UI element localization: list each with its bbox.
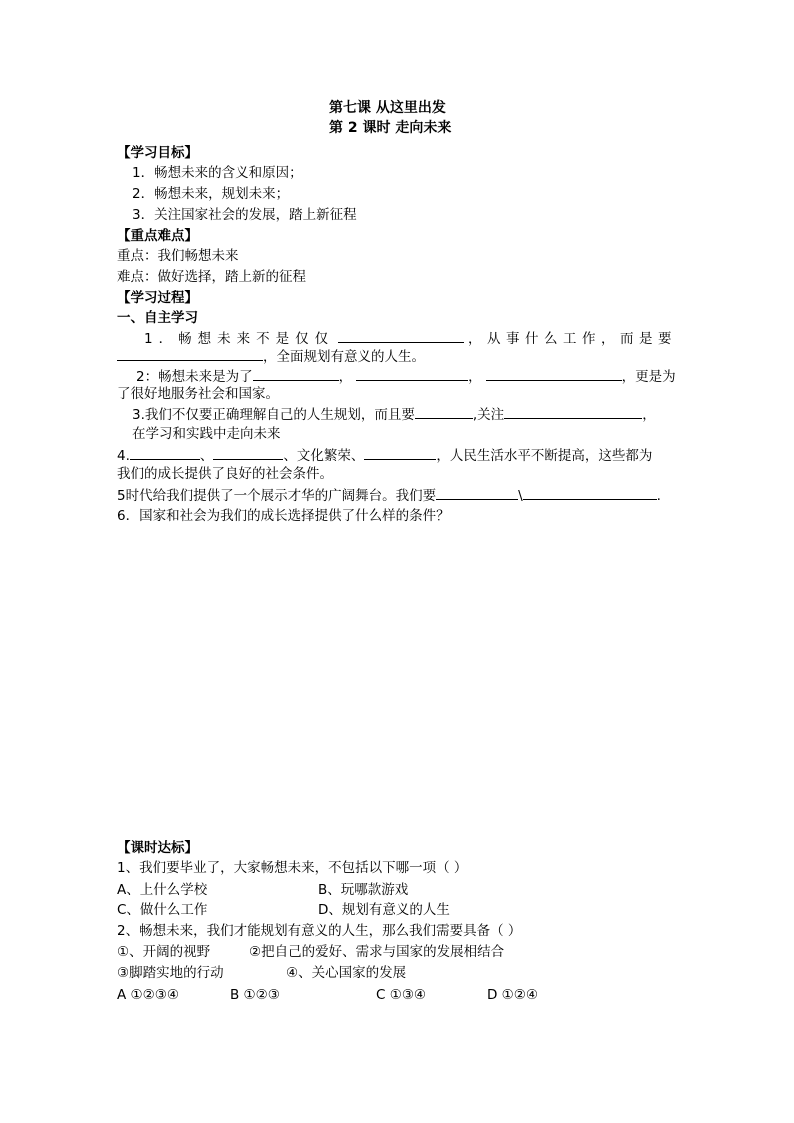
q3-line2: 在学习和实践中走向未来 [132,426,281,442]
q3-text-a: 3.我们不仅要正确理解自己的人生规划，而且要 [132,407,415,423]
assessment-q1: 1、我们要毕业了，大家畅想未来，不包括以下哪一项（ ） [117,860,468,876]
process-heading: 【学习过程】 [117,290,198,306]
q2-option-a: A ①②③④ [117,987,179,1003]
difficult-point: 难点：做好选择，踏上新的征程 [117,269,306,285]
answer-blank[interactable] [356,366,468,381]
answer-blank[interactable] [117,346,263,361]
q1-text-a: 1．畅想未来不是仅仅 [144,331,335,347]
q2-item-2: ②把自己的爱好、需求与国家的发展相结合 [249,944,505,960]
assessment-heading: 【课时达标】 [117,840,198,856]
answer-blank[interactable] [213,445,283,460]
q1-text-b: ，从事什么工作，而是要 [468,331,677,347]
q2-option-c: C ①③④ [376,987,427,1003]
q5-text-c: . [656,488,661,504]
answer-blank[interactable] [253,366,339,381]
q4-text-a: 4. [117,448,130,464]
objective-item: 2．畅想未来，规划未来； [132,186,290,202]
q2-option-b: B ①②③ [230,987,280,1003]
q4-line1 [117,445,652,466]
q2-sep: ， [468,369,482,385]
q2-item-4: ④、关心国家的发展 [286,965,407,981]
q3-text-b: ,关注 [472,407,505,423]
period-title: 第 2 课时 走向未来 [329,120,452,136]
answer-blank[interactable] [523,485,657,500]
q2-sep: ， [338,369,353,385]
objectives-heading: 【学习目标】 [117,145,198,161]
q4-line2: 我们的成长提供了良好的社会条件。 [117,466,333,482]
key-point: 重点：我们畅想未来 [117,248,239,264]
assessment-q2: 2、畅想未来，我们才能规划有意义的人生，那么我们需要具备（ ） [117,923,522,939]
q5-text-b: \ [518,488,523,504]
q2-text-a: 2：畅想未来是为了 [136,369,253,385]
q4-text-b: 、文化繁荣、 [283,448,365,464]
lesson-title: 第七课 从这里出发 [329,100,446,116]
answer-blank[interactable] [338,328,464,343]
q1-option-c: C、做什么工作 [117,902,208,918]
q5-line [117,485,661,506]
q4-text-c: ，人民生活水平不断提高，这些都为 [436,448,653,464]
self-study-heading: 一、自主学习 [117,310,198,326]
q4-sep: 、 [199,448,214,464]
q1-text-c: ，全面规划有意义的人生。 [263,349,425,365]
q1-line2 [117,346,425,367]
answer-blank[interactable] [436,485,518,500]
q3-text-c: ， [642,407,656,423]
keypoints-heading: 【重点难点】 [117,228,198,244]
q1-option-b: B、玩哪款游戏 [318,882,409,898]
q6-line: 6．国家和社会为我们的成长选择提供了什么样的条件？ [117,508,450,524]
q5-text-a: 5时代给我们提供了一个展示才华的广阔舞台。我们要 [117,488,437,504]
q2-text-b: ，更是为 [621,369,676,385]
answer-blank[interactable] [415,404,473,419]
q1-option-d: D、规划有意义的人生 [318,902,450,918]
q2-item-1: ①、开阔的视野 [117,944,211,960]
answer-blank[interactable] [504,404,642,419]
q2-option-d: D ①②④ [487,987,538,1003]
answer-blank[interactable] [486,366,622,381]
objective-item: 1．畅想未来的含义和原因； [132,165,303,181]
objective-item: 3．关注国家社会的发展，踏上新征程 [132,207,357,223]
answer-blank[interactable] [130,445,200,460]
q1-option-a: A、上什么学校 [117,882,208,898]
q2-line2: 了很好地服务社会和国家。 [117,386,279,402]
q3-line1 [132,404,656,425]
q2-item-3: ③脚踏实地的行动 [117,965,224,981]
answer-blank[interactable] [364,445,436,460]
